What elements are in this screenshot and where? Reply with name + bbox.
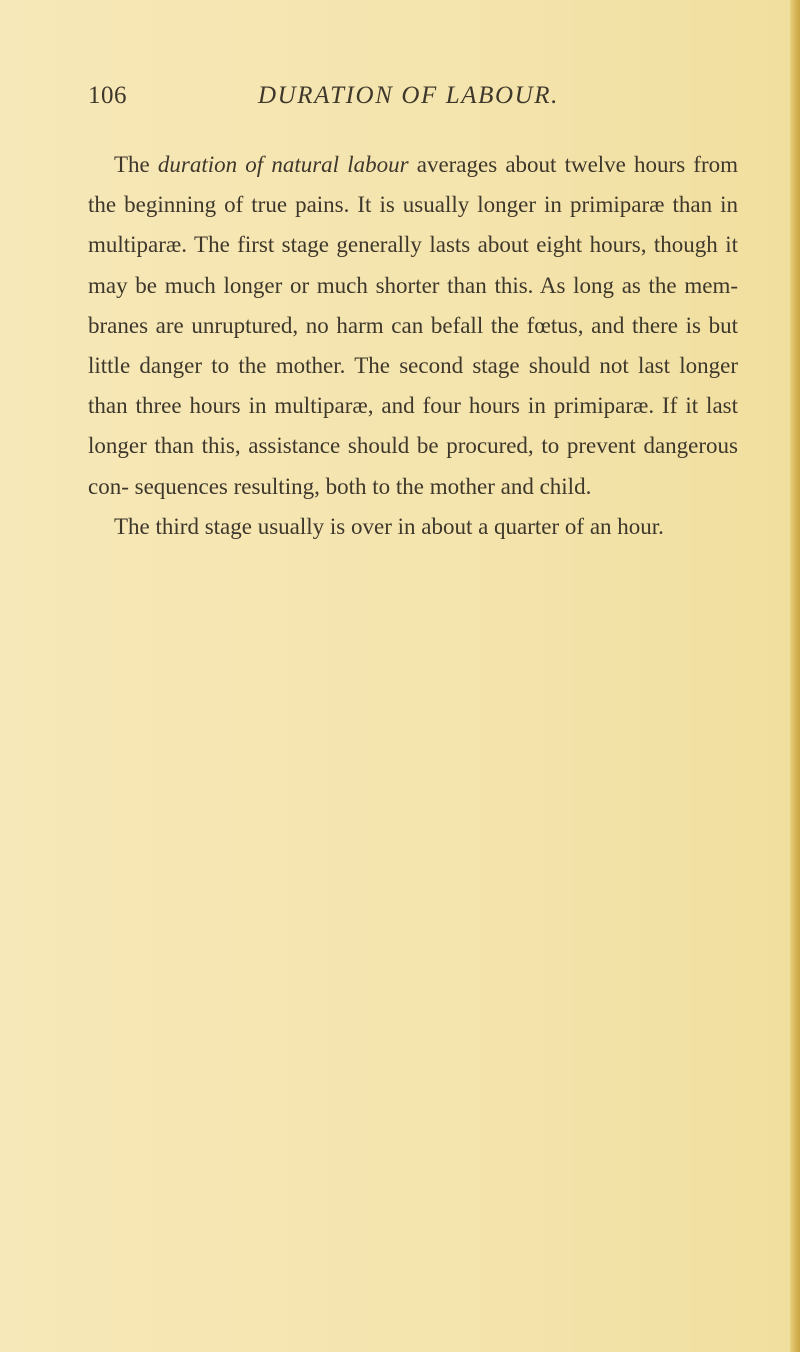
running-title: DURATION OF LABOUR.	[258, 82, 559, 109]
body-text	[88, 145, 738, 547]
paragraph-lead: The	[114, 152, 158, 177]
paragraph	[88, 145, 738, 507]
paragraph: The third stage usually is over in about a quarter of an hour.	[114, 513, 664, 539]
paragraph-text: averages about twelve hours from the beginning of true pains. It is usually longer in primiparæ than in multiparæ. The first stage generally lasts about eight hours, though it may be much longer or much shorter than this. As long as the mem- branes are unruptured, no harm can befall the fœtus, and there is but little danger to the mother. The second stage should not last longer than three hours in multiparæ, and four hours in primiparæ. If it last longer than this, assistance should be procured, to prevent dangerous con- sequences resulting, both to the mother and child.	[88, 152, 739, 499]
page-edge	[790, 0, 800, 1352]
italic-phrase: duration of natural labour	[157, 152, 409, 177]
running-head	[88, 82, 768, 122]
page-number: 106	[88, 82, 127, 109]
